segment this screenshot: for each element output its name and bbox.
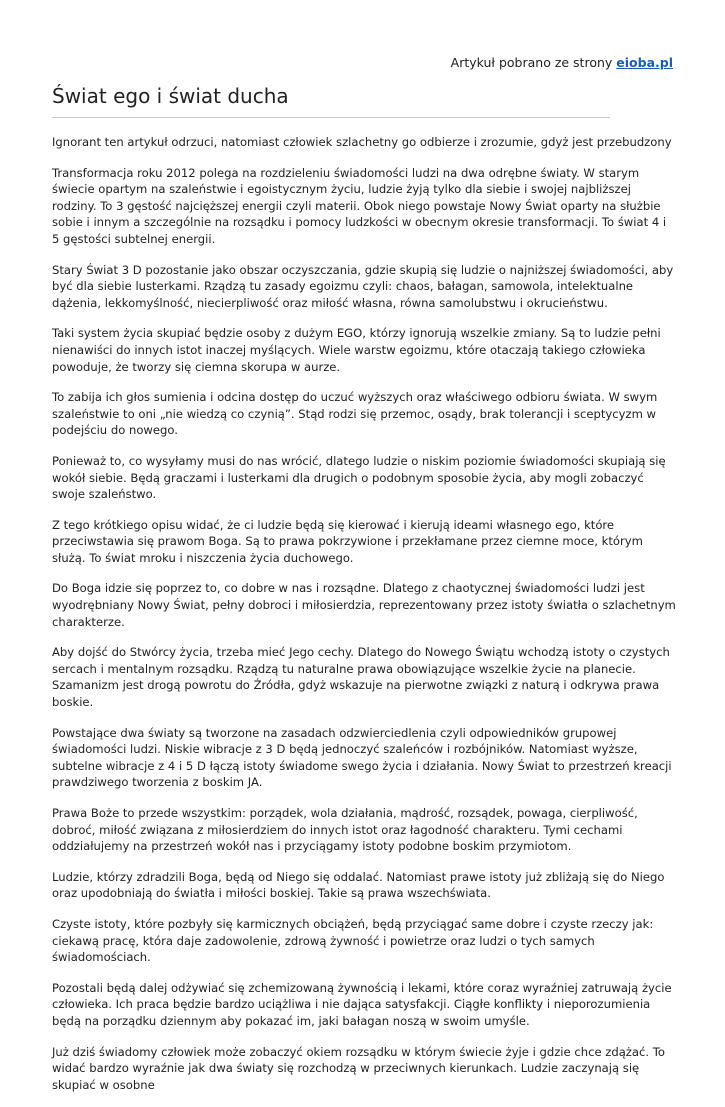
paragraph: Taki system życia skupiać będzie osoby z dużym EGO, którzy ignorują wszelkie zmiany. Są to ludzie pełni nienawiści do innych istot inaczej myślących. Wiele warstw egoizmu, które otaczają takiego człowieka powoduje, że tworzy się ciemna skorupa w aurze.: [52, 326, 661, 374]
paragraph: Aby dojść do Stwórcy życia, trzeba mieć Jego cechy. Dlatego do Nowego Świątu wchodzą istoty o czystych sercach i mentalnym rozsądku. Rządzą tu naturalne prawa obowiązujące wszelkie życie na planecie. Szamanizm jest drogą powrotu do Źródła, gdyż wskazuje na pierwotne związki z naturą i odkrywa prawa boskie.: [52, 645, 670, 710]
paragraph: Stary Świat 3 D pozostanie jako obszar oczyszczania, gdzie skupią się ludzie o najniższej świadomości, aby być dla siebie lusterkami. Rządzą tu zasady egoizmu czyli: chaos, bałagan, samowola, intelektualne dążenia, lekkomyślność, niecierpliwość oraz miłość własna, równa samolubstwu i okrucieństwu.: [52, 262, 674, 310]
paragraph: Czyste istoty, które pozbyły się karmicznych obciążeń, będą przyciągać same dobre i czyste rzeczy jak: ciekawą pracę, która daje zadowolenie, zdrową żywność i powietrze oraz ludzi o tych samych świadomościach.: [52, 916, 654, 965]
paragraph: Ponieważ to, co wysyłamy musi do nas wrócić, dlatego ludzie o niskim poziomie świadomości skupiają się wokół siebie. Będą graczami i lusterkami dla drugich o podobnym sposobie życia, aby mogli zobaczyć swoje szaleństwo.: [52, 453, 666, 502]
paragraph: To zabija ich głos sumienia i odcina dostęp do uczuć wyższych oraz właściwego odbioru świata. W swym szaleństwie to oni „nie wiedzą co czynią”. Stąd rodzi się przemoc, osądy, brak tolerancji i sceptycyzm w podejściu do nowego.: [52, 390, 658, 438]
paragraph: Z tego krótkiego opisu widać, że ci ludzie będą się kierować i kierują ideami własnego ego, które przeciwstawia się prawom Boga. Są to prawa pokrzywione i przekłamane przez ciemne moce, którym służą. To świat mroku i niszczenia życia duchowego.: [52, 517, 643, 565]
paragraph: Pozostali będą dalej odżywiać się zchemizowaną żywnością i lekami, które coraz wyraźniej zatruwają życie człowieka. Ich praca będzie bardzo uciążliwa i nie dająca satysfakcji. Ciągłe konflikty i nieporozumienia będą na porządku dziennym aby pokazać im, jaki bałagan noszą w swoim umyśle.: [52, 980, 672, 1028]
source-attribution: [451, 55, 673, 70]
paragraph: Ignorant ten artykuł odrzuci, natomiast człowiek szlachetny go odbierze i zrozumie, gdyż jest przebudzony: [52, 135, 672, 149]
paragraph: Powstające dwa światy są tworzone na zasadach odzwierciedlenia czyli odpowiedników grupowej świadomości ludzi. Niskie wibracje z 3 D będą jednoczyć szaleńców i rozbójników. Natomiast wyższe, subtelne wibracje z 4 i 5 D łączą istoty świadome swego życia i działania. Nowy Świat to przestrzeń kreacji prawdziwego tworzenia z boskim JA.: [52, 725, 672, 790]
paragraph: Do Boga idzie się poprzez to, co dobre w nas i rozsądne. Dlatego z chaotycznej świadomości ludzi jest wyodrębniany Nowy Świat, pełny dobroci i miłosierdzia, reprezentowany przez istoty światła o szlachetnym charakterze.: [52, 581, 676, 629]
paragraph: Prawa Boże to przede wszystkim: porządek, wola działania, mądrość, rozsądek, powaga, cierpliwość, dobroć, miłość związana z miłosierdziem do innych istot oraz łagodność charakteru. Tymi cechami oddziałujemy na przestrzeń wokół nas i przyciągamy istoty podobne boskim przymiotom.: [52, 806, 638, 854]
paragraph: Już dziś świadomy człowiek może zobaczyć okiem rozsądku w którym świecie żyje i gdzie chce zdążać. To widać bardzo wyraźnie jak dwa światy się rozchodzą w przeciwnych kierunkach. Ludzie zaczynają się skupiać w osobne: [52, 1044, 665, 1092]
article-body: [52, 134, 677, 1107]
title-divider: [52, 117, 610, 118]
paragraph: Ludzie, którzy zdradzili Boga, będą od Niego się oddalać. Natomiast prawe istoty już zbliżają się do Niego oraz upodobniają do światła i miłości boskiej. Takie są prawa wszechświata.: [52, 869, 665, 901]
source-link[interactable]: eioba.pl: [616, 55, 673, 70]
article-title: Świat ego i świat ducha: [52, 84, 289, 108]
source-prefix: Artykuł pobrano ze strony: [450, 55, 617, 70]
paragraph: Transformacja roku 2012 polega na rozdzieleniu świadomości ludzi na dwa odrębne światy. W starym świecie opartym na szaleństwie i egoistycznym życiu, ludzie żyją tylko dla siebie i swojej najbliższej rodziny. To 3 gęstość najcięższej energii czyli materii. Obok niego powstaje Nowy Świat oparty na służbie sobie i innym a szczególnie na rozsądku i pomocy ludzkości w obecnym okresie transformacji. To świat 4 i 5 gęstości subtelnej energii.: [52, 165, 667, 246]
